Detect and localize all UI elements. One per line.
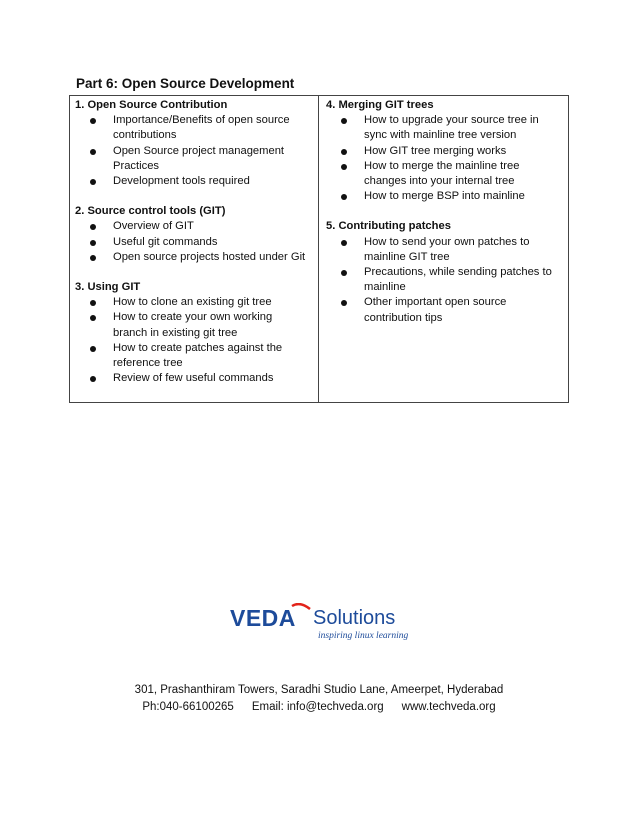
- item-text-line: How to send your own patches to: [364, 235, 530, 248]
- item-text-line: Open Source project management: [113, 144, 285, 157]
- section: [75, 280, 314, 386]
- item-text-line: Practices: [113, 159, 160, 172]
- list-item: [75, 310, 314, 340]
- item-text-line: How to upgrade your source tree in: [364, 114, 539, 127]
- footer-email[interactable]: Email: info@techveda.org: [251, 701, 384, 713]
- footer-contact: [0, 701, 638, 713]
- item-text-line: Development tools required: [113, 175, 250, 188]
- section-heading: 4. Merging GIT trees: [326, 99, 434, 111]
- list-item: [75, 144, 314, 174]
- item-text-line: How to clone an existing git tree: [113, 296, 272, 309]
- bullet-icon: [90, 179, 96, 185]
- item-text-line: Review of few useful commands: [113, 372, 274, 385]
- bullet-icon: [90, 376, 96, 382]
- bullet-icon: [90, 224, 96, 230]
- item-text-line: How GIT tree merging works: [364, 144, 507, 157]
- list-item: [326, 265, 564, 295]
- bullet-icon: [341, 270, 347, 276]
- bullet-icon: [90, 149, 96, 155]
- item-text-line: Overview of GIT: [113, 220, 194, 233]
- item-text-line: mainline: [364, 281, 406, 294]
- section-heading: 1. Open Source Contribution: [75, 99, 228, 111]
- list-item: [326, 159, 564, 189]
- bullet-icon: [90, 240, 96, 246]
- item-text-line: Open source projects hosted under Git: [113, 250, 306, 263]
- item-text-line: Precautions, while sending patches to: [364, 266, 552, 279]
- section: [326, 98, 564, 204]
- list-item: [326, 113, 564, 143]
- item-text-line: mainline GIT tree: [364, 250, 450, 263]
- bullet-icon: [341, 164, 347, 170]
- veda-solutions-logo: [230, 603, 420, 649]
- bullet-icon: [341, 194, 347, 200]
- list-item: [75, 235, 314, 250]
- part-title: Part 6: Open Source Development: [76, 76, 295, 91]
- footer-phone: Ph:040-66100265: [142, 701, 234, 713]
- item-text-line: sync with mainline tree version: [364, 129, 517, 142]
- section-heading: 5. Contributing patches: [326, 220, 451, 233]
- logo-main-text: VEDA: [230, 605, 296, 631]
- section: [75, 98, 314, 189]
- list-item: [75, 250, 314, 265]
- footer-website[interactable]: www.techveda.org: [401, 701, 496, 713]
- right-column: [319, 96, 568, 402]
- list-item: [75, 174, 314, 189]
- item-text-line: Useful git commands: [113, 235, 218, 248]
- logo-suffix-text: Solutions: [313, 607, 396, 629]
- item-text-line: contribution tips: [364, 311, 443, 324]
- section: [75, 204, 314, 265]
- section-heading: 2. Source control tools (GIT): [75, 205, 226, 218]
- list-item: [75, 371, 314, 386]
- item-text-line: How to create your own working: [113, 311, 273, 324]
- bullet-icon: [341, 118, 347, 124]
- bullet-icon: [341, 149, 347, 155]
- section-heading: 3. Using GIT: [75, 281, 141, 294]
- list-item: [326, 295, 564, 325]
- bullet-icon: [90, 118, 96, 124]
- item-text-line: changes into your internal tree: [364, 175, 515, 188]
- bullet-icon: [341, 240, 347, 246]
- list-item: [326, 144, 564, 159]
- item-text-line: branch in existing git tree: [113, 326, 238, 339]
- list-item: [326, 189, 564, 204]
- item-text-line: Other important open source: [364, 296, 507, 309]
- list-item: [75, 219, 314, 234]
- item-text-line: Importance/Benefits of open source: [113, 114, 290, 127]
- list-item: [75, 341, 314, 371]
- item-text-line: contributions: [113, 129, 177, 142]
- left-column: [70, 96, 319, 402]
- list-item: [75, 295, 314, 310]
- list-item: [326, 235, 564, 265]
- item-text-line: How to merge BSP into mainline: [364, 190, 525, 203]
- section: [326, 219, 564, 325]
- item-text-line: reference tree: [113, 357, 183, 370]
- list-item: [75, 113, 314, 143]
- bullet-icon: [90, 300, 96, 306]
- footer-address: 301, Prashanthiram Towers, Saradhi Studio Lane, Ameerpet, Hyderabad: [134, 684, 504, 696]
- logo-tagline: inspiring linux learning: [318, 631, 409, 641]
- bullet-icon: [90, 346, 96, 352]
- bullet-icon: [341, 300, 347, 306]
- syllabus-table: [69, 95, 569, 403]
- bullet-icon: [90, 255, 96, 261]
- item-text-line: How to merge the mainline tree: [364, 159, 520, 172]
- bullet-icon: [90, 315, 96, 321]
- item-text-line: How to create patches against the: [113, 341, 283, 354]
